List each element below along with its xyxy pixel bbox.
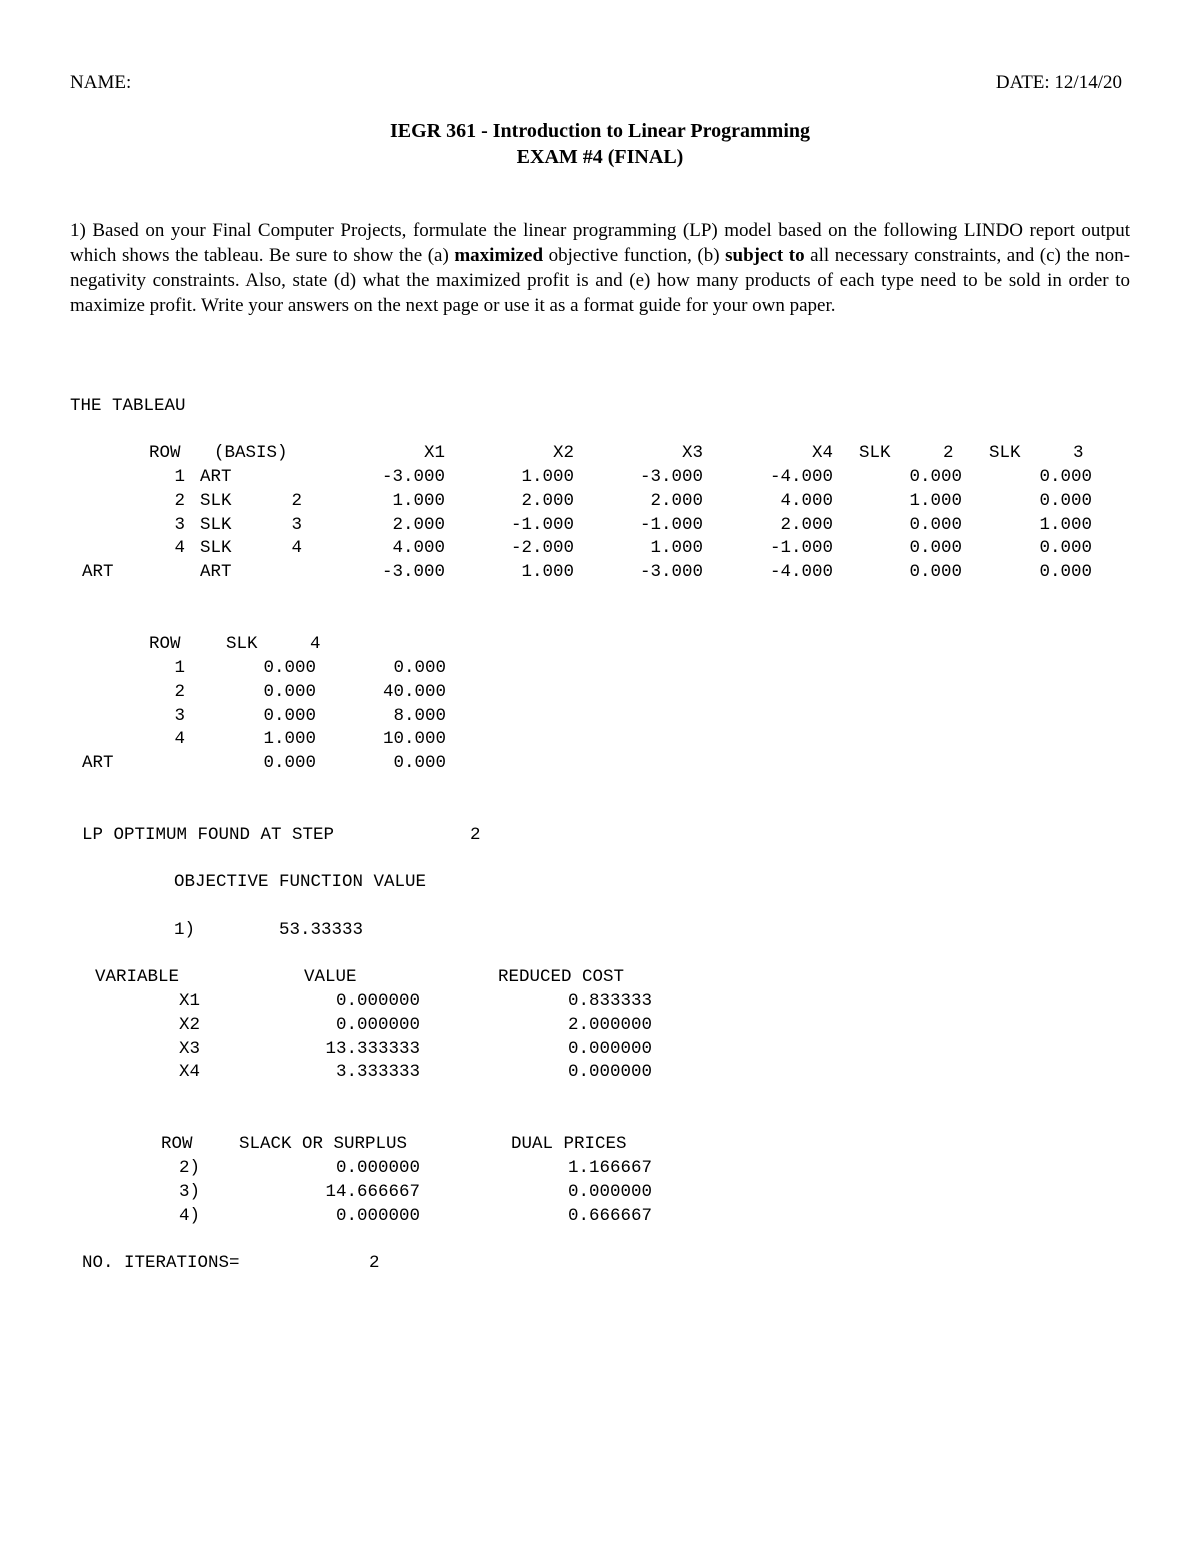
tableau-table <box>0 443 1200 593</box>
tableau-row-basis-num: 3 <box>291 514 302 535</box>
question-text <box>70 218 1130 318</box>
tableau2-header-row-label: ROW <box>149 634 181 654</box>
tableau-cell: 2.000 <box>780 514 833 535</box>
tableau-cell: 1.000 <box>392 490 445 511</box>
tableau-row-number: 1 <box>174 467 185 487</box>
tableau-cell: 2.000 <box>650 490 703 511</box>
tableau-row <box>0 515 1200 539</box>
variable-row <box>0 1015 700 1039</box>
tableau-row <box>0 562 1200 586</box>
variable-reduced-cost: 0.000000 <box>567 1038 652 1059</box>
tableau-row-basis-num: 4 <box>291 538 302 559</box>
tableau-header-x4: X4 <box>811 443 833 463</box>
tableau2-cell: 0.000 <box>263 753 316 774</box>
optimum-found-line <box>82 825 334 845</box>
tableau-cell: 0.000 <box>909 538 962 559</box>
variables-header-variable: VARIABLE <box>95 967 180 987</box>
tableau-cell: 2.000 <box>521 490 574 511</box>
slack-value: 14.666667 <box>325 1181 420 1202</box>
tableau-header-basis: (BASIS) <box>214 443 288 463</box>
tableau2-cell: 0.000 <box>393 658 446 678</box>
iterations-label: NO. ITERATIONS= <box>82 1253 240 1273</box>
tableau-cell: 0.000 <box>909 562 962 583</box>
tableau-cell: 4.000 <box>392 538 445 559</box>
variable-value: 13.333333 <box>325 1038 420 1059</box>
tableau-cell: -3.000 <box>639 467 703 487</box>
variables-header-row <box>0 967 700 991</box>
tableau-header-x2: X2 <box>552 443 574 463</box>
tableau-cell: -4.000 <box>769 562 833 583</box>
tableau-cell: -1.000 <box>769 538 833 559</box>
variable-name: X2 <box>178 1014 200 1035</box>
tableau2-cell: 0.000 <box>393 753 446 774</box>
objective-label: OBJECTIVE FUNCTION VALUE <box>174 872 427 892</box>
tableau-cell: 0.000 <box>1039 562 1092 583</box>
tableau-cell: 0.000 <box>909 514 962 535</box>
tableau2-header-row <box>0 634 600 658</box>
title-block <box>0 118 1200 170</box>
tableau-cell: -1.000 <box>510 514 574 535</box>
tableau-row-basis: SLK <box>200 514 232 535</box>
tableau2-row <box>0 753 600 777</box>
variable-reduced-cost: 2.000000 <box>567 1014 652 1035</box>
tableau-cell: 1.000 <box>1039 514 1092 535</box>
tableau-cell: 4.000 <box>780 490 833 511</box>
tableau-cell: 1.000 <box>521 467 574 487</box>
tableau-cell: 1.000 <box>650 538 703 559</box>
question-bold-subject-to: subject to <box>725 245 805 266</box>
tableau2-cell: 1.000 <box>263 729 316 750</box>
tableau-header-slk3: SLK 3 <box>989 443 1084 463</box>
variable-reduced-cost: 0.000000 <box>567 1062 652 1083</box>
variable-name: X3 <box>178 1038 200 1059</box>
tableau-row-label: ART <box>82 562 114 583</box>
slack-table <box>0 1134 700 1234</box>
tableau-cell: 0.000 <box>1039 467 1092 487</box>
variables-table <box>0 967 700 1087</box>
tableau2-row-number: 2 <box>174 681 185 702</box>
slack-value: 0.000000 <box>335 1158 420 1178</box>
variable-row <box>0 1039 700 1063</box>
slack-header-row-label: ROW <box>161 1134 193 1154</box>
tableau-row-basis: ART <box>200 562 232 583</box>
course-title: IEGR 361 - Introduction to Linear Programming <box>389 120 810 142</box>
tableau2-row-number: 4 <box>174 729 185 750</box>
slack-row-label: 2) <box>178 1158 200 1178</box>
question-part-3: all necessary constraints, and (c) the non-negativity constraints. Also, state (d) what the maximized profit is and (e) how many products of each type need to be sold in order to maximize profit. Write your answers on the next page or use it as a format guide for your own paper. <box>70 245 1131 316</box>
tableau2-cell: 8.000 <box>393 705 446 726</box>
tableau-cell: -3.000 <box>381 562 445 583</box>
tableau-cell: -3.000 <box>639 562 703 583</box>
tableau-header-x3: X3 <box>681 443 703 463</box>
slack-header-slack: SLACK OR SURPLUS <box>239 1134 408 1154</box>
objective-row: 1) <box>174 920 196 940</box>
dual-price: 1.166667 <box>567 1158 652 1178</box>
tableau-row-number: 2 <box>174 490 185 511</box>
tableau2-header-slk4: SLK 4 <box>226 634 321 654</box>
tableau-row <box>0 491 1200 515</box>
slack-row <box>0 1158 700 1182</box>
slack-row <box>0 1206 700 1230</box>
tableau2-row <box>0 706 600 730</box>
tableau-header-row <box>0 443 1200 467</box>
slack-header-dual: DUAL PRICES <box>511 1134 627 1154</box>
exam-title: EXAM #4 (FINAL) <box>516 146 684 168</box>
tableau2-row <box>0 682 600 706</box>
dual-price: 0.000000 <box>567 1181 652 1202</box>
tableau-cell: -4.000 <box>769 467 833 487</box>
variable-name: X4 <box>178 1062 200 1083</box>
tableau-cell: 0.000 <box>909 467 962 487</box>
tableau-row <box>0 538 1200 562</box>
slack-row-label: 4) <box>178 1205 200 1226</box>
slack-row-label: 3) <box>178 1181 200 1202</box>
tableau2-row <box>0 658 600 682</box>
variable-row <box>0 991 700 1015</box>
variable-value: 0.000000 <box>335 991 420 1011</box>
tableau2-row <box>0 729 600 753</box>
objective-value: 53.33333 <box>279 920 364 940</box>
tableau-cell: 2.000 <box>392 514 445 535</box>
iterations-value: 2 <box>369 1253 380 1273</box>
tableau-header-slk2: SLK 2 <box>859 443 954 463</box>
variable-row <box>0 1062 700 1086</box>
question-bold-maximized: maximized <box>454 245 544 266</box>
tableau2-cell: 40.000 <box>382 681 446 702</box>
question-part-2: objective function, (b) <box>543 245 726 266</box>
tableau-cell: 1.000 <box>909 490 962 511</box>
tableau2-table <box>0 634 600 784</box>
tableau-cell: -3.000 <box>381 467 445 487</box>
tableau2-row-label: ART <box>82 753 114 774</box>
tableau-heading: THE TABLEAU <box>70 396 186 416</box>
date-label: DATE: 12/14/20 <box>995 72 1122 93</box>
tableau-row-number: 4 <box>174 538 185 559</box>
tableau-row-number: 3 <box>174 514 185 535</box>
tableau-cell: -2.000 <box>510 538 574 559</box>
tableau-row-basis: SLK <box>200 490 232 511</box>
tableau2-cell: 0.000 <box>263 658 316 678</box>
tableau2-cell: 0.000 <box>263 705 316 726</box>
variables-header-value: VALUE <box>304 967 357 987</box>
dual-price: 0.666667 <box>567 1205 652 1226</box>
tableau-row-basis-num: 2 <box>291 490 302 511</box>
tableau-row-basis: SLK <box>200 538 232 559</box>
tableau-cell: -1.000 <box>639 514 703 535</box>
question-part-1: 1) Based on your Final Computer Projects, formulate the linear programming (LP) model based on the following LINDO report output which shows the tableau. Be sure to show the (a) <box>70 220 1130 266</box>
tableau2-row-number: 1 <box>174 658 185 678</box>
tableau2-cell: 10.000 <box>382 729 446 750</box>
tableau-row <box>0 467 1200 491</box>
tableau2-cell: 0.000 <box>263 681 316 702</box>
tableau-cell: 0.000 <box>1039 490 1092 511</box>
name-label: NAME: <box>70 72 132 93</box>
slack-value: 0.000000 <box>335 1205 420 1226</box>
variable-reduced-cost: 0.833333 <box>567 991 652 1011</box>
variables-header-reduced-cost: REDUCED COST <box>498 967 625 987</box>
tableau-header-row-label: ROW <box>149 443 181 463</box>
tableau-header-x1: X1 <box>423 443 445 463</box>
tableau2-row-number: 3 <box>174 705 185 726</box>
slack-row <box>0 1182 700 1206</box>
variable-value: 3.333333 <box>335 1062 420 1083</box>
variable-value: 0.000000 <box>335 1014 420 1035</box>
optimum-step: 2 <box>470 825 481 845</box>
variable-name: X1 <box>178 991 200 1011</box>
optimum-found-text: LP OPTIMUM FOUND AT STEP <box>82 825 335 845</box>
slack-header-row <box>0 1134 700 1158</box>
tableau-cell: 1.000 <box>521 562 574 583</box>
tableau-row-basis: ART <box>200 467 232 487</box>
tableau-cell: 0.000 <box>1039 538 1092 559</box>
